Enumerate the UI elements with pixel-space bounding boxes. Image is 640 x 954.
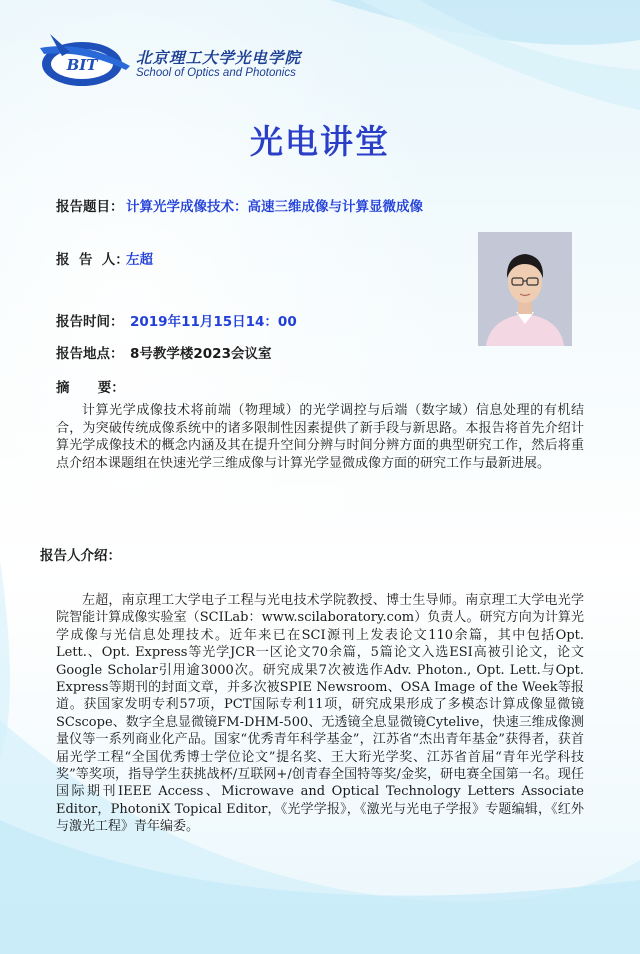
page-title: 光电讲堂: [250, 122, 390, 161]
abstract-label: 摘 要：: [56, 380, 125, 396]
bio-text: 左超，南京理工大学电子工程与光电技术学院教授、博士生导师。南京理工大学电光学院智能计算成像实验室（SCILab：www.scilaboratory.com）负责人。研究方向为计算光学成像与光信息处理技术。近年来已在SCI源刊上发表论文110余篇，其中包括Opt. Lett.、Opt. Express等光学JCR一区论文70余篇，5篇论文入选ESI高被引论文，论文Google Scholar引用逾3000次。研究成果7次被选作Adv. Photon., Opt. Lett.与Opt. Express等期刊的封面文章，并多次被SPIE Newsroom、OSA Image of the Week等报道。获国家发明专利57项，PCT国际专利11项，研究成果形成了多模态计算成像显微镜SCscope、数字全息显微镜FM-DHM-500、无透镜全息显微镜Cytelive，快速三维成像测量仪等一系列商业化产品。国家“优秀青年科学基金”，江苏省“杰出青年基金”获得者，获首届光学工程“全国优秀博士学位论文”提名奖、王大珩光学奖、江苏省首届“青年光学科技奖”等奖项，指导学生获挑战杯/互联网+/创青春全国特等奖/金奖，研电赛全国第一名。现任国际期刊IEEE Access、Microwave and Optical Technology Letters Associate Editor，PhotoniX Topical Editor，《光学学报》，《激光与光电子学报》专题编辑，《红外与激光工程》青年编委。: [56, 593, 584, 835]
logo-text: BIT: [66, 56, 98, 74]
bit-logo: [34, 26, 134, 94]
school-name-cn: 北京理工大学光电学院: [136, 49, 302, 67]
speaker-portrait-image: [478, 232, 572, 346]
bio-label: 报告人介绍：: [40, 548, 121, 564]
abstract-text: 计算光学成像技术将前端（物理域）的光学调控与后端（数字域）信息处理的有机结合，为突破传统成像系统中的诸多限制性因素提供了新手段与新思路。本报告将首先介绍计算光学成像技术的概念内涵及其在提升空间分辨与时间分辨方面的典型研究工作，然后将重点介绍本课题组在快速光学三维成像与计算光学显微成像方面的研究工作与最新进展。: [56, 403, 584, 471]
speaker-label: 报 告 人：: [56, 252, 129, 268]
speaker-photo: [478, 232, 572, 346]
time-value: 2019年11月15日14：00: [130, 314, 297, 330]
school-name-en: School of Optics and Photonics: [136, 67, 296, 79]
topic-label: 报告题目：: [56, 199, 124, 215]
topic-value: 计算光学成像技术：高速三维成像与计算显微成像: [126, 199, 423, 215]
place-label: 报告地点：: [56, 346, 124, 362]
time-label: 报告时间：: [56, 314, 124, 330]
speaker-value: 左超: [126, 252, 153, 268]
place-value: 8号教学楼2023会议室: [130, 346, 272, 362]
